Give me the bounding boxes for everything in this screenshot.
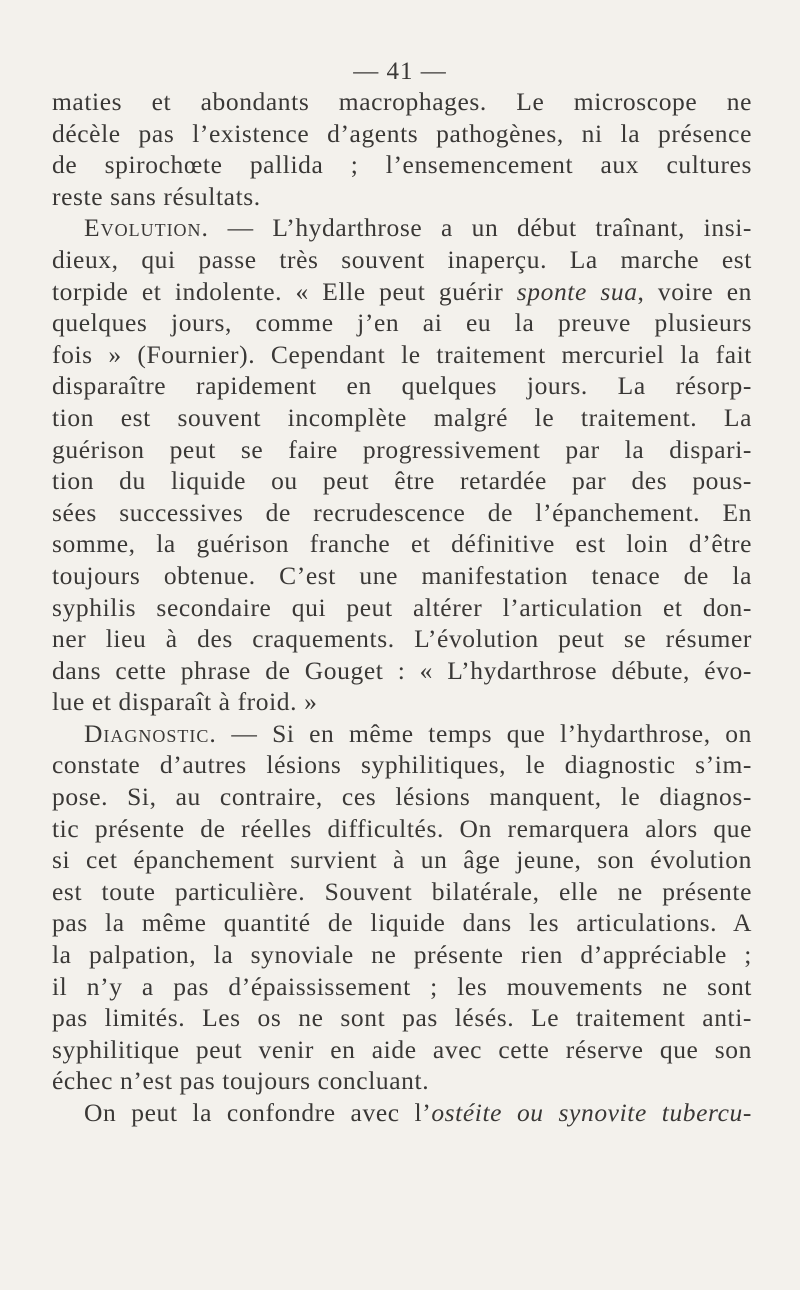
text-segment: il n’y a pas d’épaississement ; les mouvements ne sont bbox=[52, 971, 752, 1001]
text-segment: syphilis secondaire qui peut altérer l’articulation et don- bbox=[52, 592, 752, 622]
section-heading: Evolution. bbox=[84, 213, 209, 243]
italic-text: ostéite ou synovite tubercu- bbox=[431, 1098, 752, 1127]
text-line bbox=[52, 339, 752, 371]
text-segment: guérison peut se faire progressivement par la dispari- bbox=[52, 434, 752, 464]
text-line bbox=[52, 528, 752, 560]
text-line bbox=[52, 971, 752, 1003]
body-text bbox=[52, 86, 752, 1129]
text-segment: pas limités. Les os ne sont pas lésés. Le traitement anti- bbox=[52, 1003, 752, 1033]
italic-text: sponte sua bbox=[516, 276, 638, 306]
text-line bbox=[52, 497, 752, 529]
text-segment: , voire en bbox=[637, 276, 752, 306]
text-segment: est toute particulière. Souvent bilatérale, elle ne présente bbox=[52, 876, 752, 906]
text-segment: tion est souvent incomplète malgré le traitement. La bbox=[52, 402, 752, 432]
text-segment: ner lieu à des craquements. L’évolution peut se résumer bbox=[52, 624, 752, 654]
text-segment: maties et abondants macrophages. Le microscope ne bbox=[52, 87, 752, 116]
text-line bbox=[52, 1065, 752, 1097]
text-line bbox=[52, 1002, 752, 1034]
text-line bbox=[52, 86, 752, 118]
text-line bbox=[52, 307, 752, 339]
text-line bbox=[52, 844, 752, 876]
text-segment: si cet épanchement survient à un âge jeune, son évolution bbox=[52, 845, 752, 875]
text-segment: quelques jours, comme j’en ai eu la preuve plusieurs bbox=[52, 308, 752, 338]
text-segment: toujours obtenue. C’est une manifestation tenace de la bbox=[52, 560, 752, 590]
text-segment: décèle pas l’existence d’agents pathogènes, ni la présence bbox=[52, 118, 752, 148]
text-line bbox=[52, 623, 752, 655]
text-line bbox=[52, 212, 752, 244]
text-line bbox=[52, 181, 752, 213]
text-line bbox=[52, 749, 752, 781]
text-segment: somme, la guérison franche et définitive est loin d’être bbox=[52, 529, 752, 559]
text-segment: torpide et indolente. « Elle peut guérir bbox=[52, 276, 517, 306]
text-line bbox=[52, 592, 752, 624]
text-line bbox=[52, 244, 752, 276]
text-line bbox=[52, 370, 752, 402]
text-line bbox=[52, 118, 752, 150]
text-segment: fois » (Fournier). Cependant le traitement mercuriel la fait bbox=[52, 339, 752, 369]
paragraph bbox=[52, 86, 752, 212]
text-segment: lue et disparaît à froid. » bbox=[52, 687, 318, 717]
text-line bbox=[52, 876, 752, 908]
text-line bbox=[52, 560, 752, 592]
text-line bbox=[52, 813, 752, 845]
text-line bbox=[52, 434, 752, 466]
text-segment: de spirochœte pallida ; l’ensemencement aux cultures bbox=[52, 150, 752, 180]
text-segment: disparaître rapidement en quelques jours. La résorp- bbox=[52, 371, 752, 401]
paragraph bbox=[52, 718, 752, 1097]
paragraph bbox=[52, 1097, 752, 1129]
text-segment: tic présente de réelles difficultés. On remarquera alors que bbox=[52, 813, 752, 843]
text-line bbox=[52, 402, 752, 434]
text-segment: syphilitique peut venir en aide avec cette réserve que son bbox=[52, 1034, 752, 1064]
text-segment: tion du liquide ou peut être retardée par des pous- bbox=[52, 466, 752, 496]
text-segment: reste sans résultats. bbox=[52, 181, 261, 211]
text-line bbox=[52, 907, 752, 939]
text-line bbox=[52, 781, 752, 813]
text-segment: dieux, qui passe très souvent inaperçu. La marche est bbox=[52, 244, 752, 274]
text-segment: constate d’autres lésions syphilitiques, le diagnostic s’im- bbox=[52, 750, 752, 780]
text-segment: la palpation, la synoviale ne présente rien d’appréciable ; bbox=[52, 940, 752, 970]
text-line bbox=[52, 1034, 752, 1066]
text-line bbox=[52, 149, 752, 181]
text-segment: dans cette phrase de Gouget : « L’hydarthrose débute, évo- bbox=[52, 655, 752, 685]
text-line bbox=[52, 939, 752, 971]
text-segment: pas la même quantité de liquide dans les articulations. A bbox=[52, 908, 752, 938]
text-line bbox=[52, 1097, 752, 1129]
text-line bbox=[52, 718, 752, 750]
paragraph bbox=[52, 212, 752, 718]
page-number: — 41 — bbox=[353, 58, 447, 85]
text-segment: On peut la confondre avec l’ bbox=[84, 1098, 432, 1127]
text-line bbox=[52, 686, 752, 718]
text-segment: sées successives de recrudescence de l’épanchement. En bbox=[52, 497, 752, 527]
text-line bbox=[52, 655, 752, 687]
text-segment: pose. Si, au contraire, ces lésions manquent, le diagnos- bbox=[52, 782, 752, 812]
text-segment: échec n’est pas toujours concluant. bbox=[52, 1066, 430, 1096]
text-segment: — L’hydarthrose a un début traînant, insi- bbox=[208, 213, 752, 243]
section-heading: Diagnostic. bbox=[84, 718, 217, 748]
text-segment: — Si en même temps que l’hydarthrose, on bbox=[216, 718, 752, 748]
text-line bbox=[52, 465, 752, 497]
text-line bbox=[52, 276, 752, 308]
